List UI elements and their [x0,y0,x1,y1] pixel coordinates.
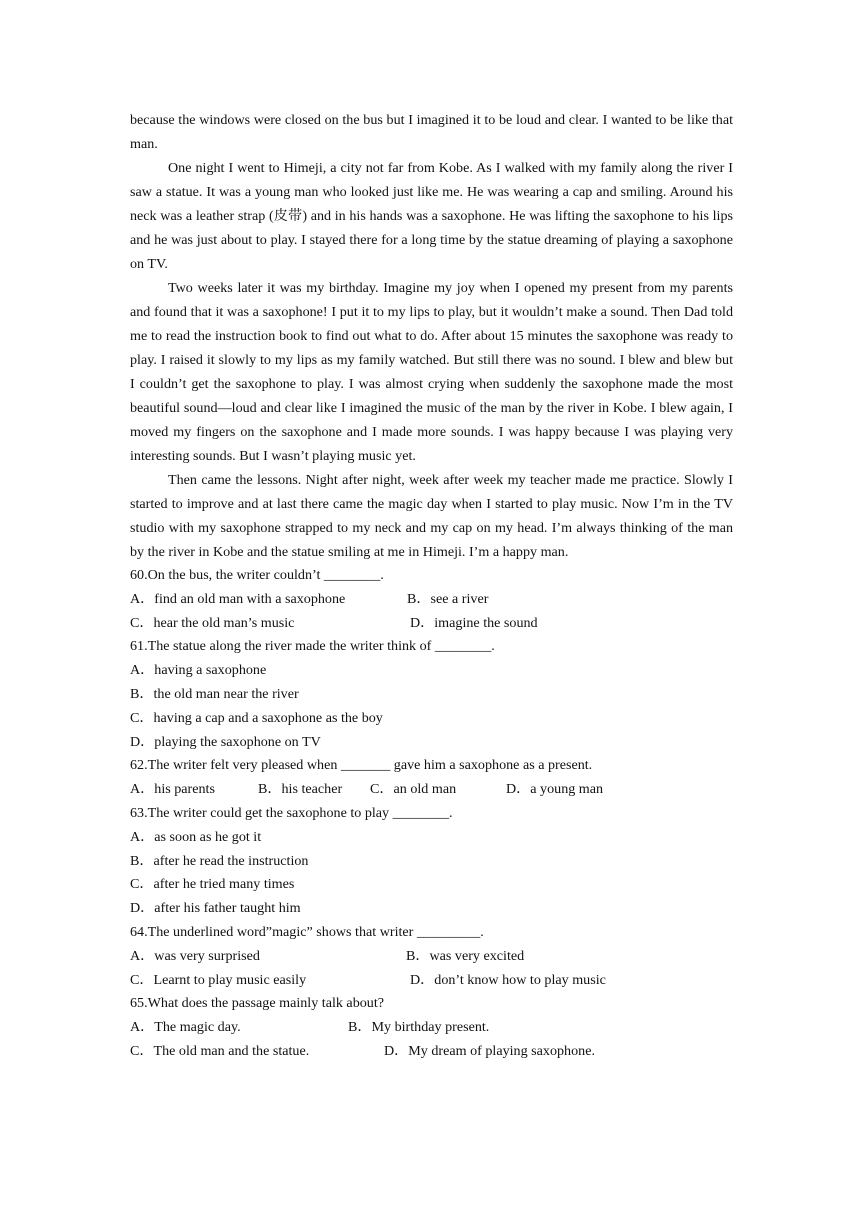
question-63-option-b: B．after he read the instruction [130,852,309,869]
question-61-option-c: C．having a cap and a saxophone as the boy [130,709,383,726]
question-64-option-d: D．don’t know how to play music [410,971,606,988]
question-60-options-row-2 [130,612,733,636]
question-62-option-d: D．a young man [506,781,604,798]
question-60-option-a: A．find an old man with a saxophone [130,590,346,607]
question-61-stem: 61.The statue along the river made the writer think of ________. [130,638,495,655]
question-65-option-d: D．My dream of playing saxophone. [384,1042,595,1059]
question-63-option-a: A．as soon as he got it [130,828,262,845]
document-page [130,108,733,1064]
question-62-option-a: A．his parents [130,781,215,798]
question-60-option-c: C．hear the old man’s music [130,614,295,631]
question-60-option-d: D．imagine the sound [410,614,538,631]
question-62-stem: 62.The writer felt very pleased when _______ gave him a saxophone as a present. [130,757,593,774]
question-60-stem: 60.On the bus, the writer couldn’t ________. [130,567,384,583]
passage-paragraph-4: Then came the lessons. Night after night, week after week my teacher made me practice. Slowly I started to improve and at last there came the magic day when I started to play music. Now I’m in the TV studio with my saxophone strapped to my neck and my cap on my head. I’m always thinking of the man by the river in Kobe and the statue smiling at me in Himeji. I’m a happy man. [130,472,733,560]
question-61-option-b: B．the old man near the river [130,685,299,702]
question-62-option-b: B．his teacher [258,781,343,798]
question-63-option-d: D．after his father taught him [130,900,301,917]
question-65-options-row-1 [130,1016,733,1040]
question-60-option-b: B．see a river [407,590,489,607]
question-64-option-c: C．Learnt to play music easily [130,971,307,988]
question-65-stem: 65.What does the passage mainly talk about? [130,995,385,1012]
question-64-options-row-1 [130,945,733,969]
question-64-options-row-2 [130,969,733,993]
question-60-options-row-1 [130,588,733,612]
question-63-option-c: C．after he tried many times [130,876,295,893]
question-64-option-a: A．was very surprised [130,947,260,964]
question-65-option-b: B．My birthday present. [348,1019,490,1036]
question-63-stem: 63.The writer could get the saxophone to play ________. [130,804,453,821]
passage-paragraph-2: One night I went to Himeji, a city not far from Kobe. As I walked with my family along the river I saw a statue. It was a young man who looked just like me. He was wearing a cap and smiling. Around his neck was a leather strap (皮带) and in his hands was a saxophone. He was lifting the saxophone to his lips and he was just about to play. I stayed there for a long time by the statue dreaming of playing a saxophone on TV. [130,160,733,272]
passage-paragraph-3: Two weeks later it was my birthday. Imagine my joy when I opened my present from my parents and found that it was a saxophone! I put it to my lips to play, but it wouldn’t make a sound. Then Dad told me to read the instruction book to find out what to do. After about 15 minutes the saxophone was ready to play. I raised it slowly to my lips as my family watched. But still there was no sound. I blew and blew but I couldn’t get the saxophone to play. I was almost crying when suddenly the saxophone made the most beautiful sound—loud and clear like I imagined the music of the man by the river in Kobe. I blew again, I moved my fingers on the saxophone and I made more sounds. I was happy because I was playing very interesting sounds. But I wasn’t playing music yet. [130,280,733,464]
question-64-stem: 64.The underlined word”magic” shows that writer _________. [130,923,484,940]
question-65-option-a: A．The magic day. [130,1019,241,1036]
question-61-option-a: A．having a saxophone [130,662,267,679]
passage-paragraph-1: because the windows were closed on the bus but I imagined it to be loud and clear. I wanted to be like that man. [130,112,733,152]
question-62-options-row [130,778,733,802]
question-61-option-d: D．playing the saxophone on TV [130,733,321,750]
question-65-options-row-2 [130,1040,733,1064]
question-65-option-c: C．The old man and the statue. [130,1042,310,1059]
question-62-option-c: C．an old man [370,781,457,798]
question-64-option-b: B．was very excited [406,947,525,964]
